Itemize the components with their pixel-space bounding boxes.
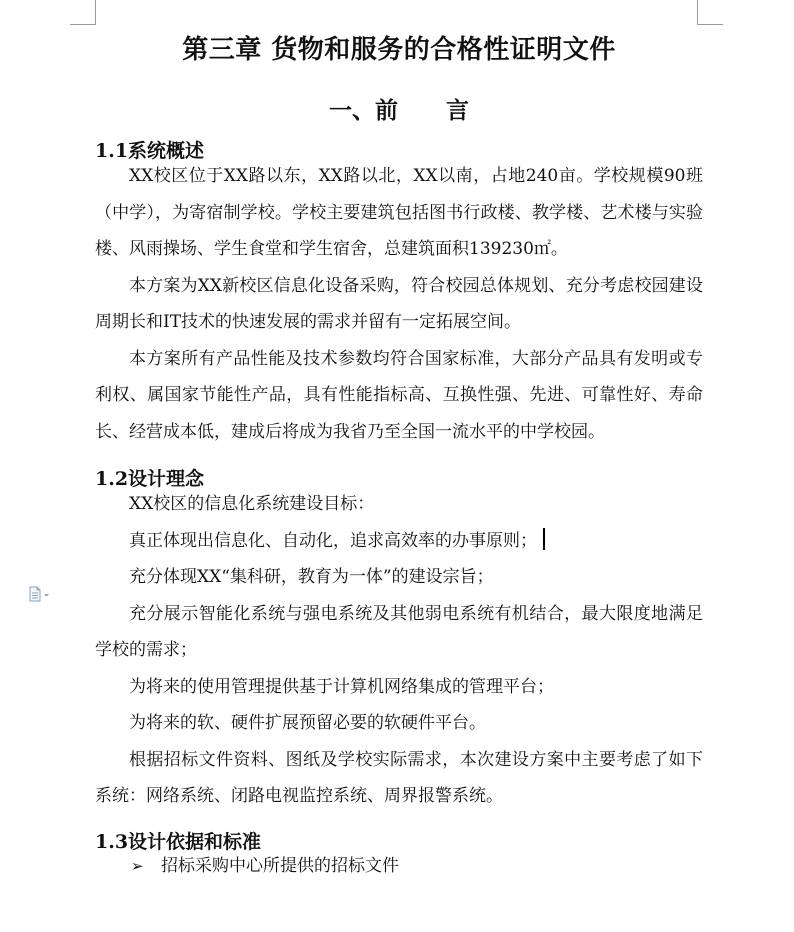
paragraph: XX校区位于XX路以东，XX路以北，XX以南，占地240亩。学校规模90班（中学），为寄宿制学校。学校主要建筑包括图书行政楼、教学楼、艺术楼与实验楼、风雨操场、学生食堂和学生宿舍，总建筑面积139230㎡。 xyxy=(95,166,703,259)
paragraph: 本方案所有产品性能及技术参数均符合国家标准，大部分产品具有发明或专利权、属国家节能性产品，具有性能指标高、互换性强、先进、可靠性好、寿命长、经营成本低，建成后将成为我省乃至全国一流水平的中学校园。 xyxy=(95,348,703,442)
bullet-text: 招标采购中心所提供的招标文件 xyxy=(161,855,399,876)
section-title-part1: 一、前 xyxy=(329,97,398,124)
crop-mark-top-right-vertical xyxy=(697,0,698,24)
paragraph: 充分体现XX“集科研，教育为一体”的建设宗旨； xyxy=(129,567,494,587)
heading-design-concept: 1.2设计理念 xyxy=(95,468,205,490)
arrow-bullet-icon: ➢ xyxy=(131,856,144,875)
paragraph-with-cursor xyxy=(95,523,703,560)
paragraph: 为将来的软、硬件扩展预留必要的软硬件平台。 xyxy=(129,713,486,733)
crop-mark-top-left-horizontal xyxy=(70,24,96,25)
paste-options-icon[interactable] xyxy=(28,586,50,602)
paragraph: 为将来的使用管理提供基于计算机网络集成的管理平台； xyxy=(129,676,554,697)
heading-system-overview: 1.1系统概述 xyxy=(95,140,205,162)
paragraph: 充分展示智能化系统与强电系统及其他弱电系统有机结合，最大限度地满足学校的需求； xyxy=(95,603,703,660)
document-body[interactable] xyxy=(95,26,703,881)
heading-design-basis: 1.3设计依据和标准 xyxy=(95,830,262,853)
crop-mark-top-left-vertical xyxy=(95,0,96,24)
chapter-title: 第三章 货物和服务的合格性证明文件 xyxy=(182,35,616,65)
paragraph: 本方案为XX新校区信息化设备采购，符合校园总体规划、充分考虑校园建设周期长和IT技术的快速发展的需求并留有一定拓展空间。 xyxy=(95,275,703,332)
paragraph: XX校区的信息化系统建设目标： xyxy=(129,494,375,514)
text-cursor xyxy=(543,528,545,550)
section-title xyxy=(95,94,703,128)
paragraph-text: 真正体现出信息化、自动化，追求高效率的办事原则； xyxy=(129,530,537,551)
bullet-item xyxy=(95,851,703,881)
paragraph: 根据招标文件资料、图纸及学校实际需求，本次建设方案中主要考虑了如下系统：网络系统、闭路电视监控系统、周界报警系统。 xyxy=(95,749,703,806)
section-title-part2: 言 xyxy=(446,97,469,124)
crop-mark-top-right-horizontal xyxy=(697,24,723,25)
